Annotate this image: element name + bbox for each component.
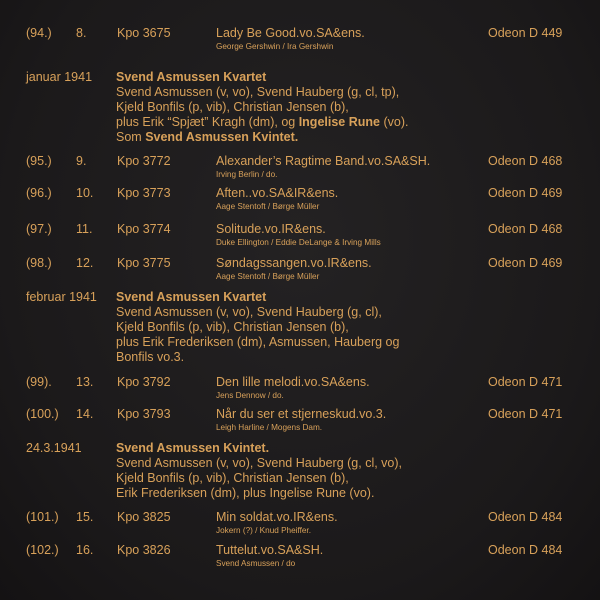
record-label: Odeon D 468 <box>488 222 563 236</box>
composers: Jokern (?) / Knud Pheiffer. <box>216 526 311 535</box>
vocalist-name: Ingelise Rune <box>298 115 380 129</box>
record-label: Odeon D 484 <box>488 543 563 557</box>
personnel-line: Svend Asmussen (v, vo), Svend Hauberg (g, cl, vo), <box>116 456 403 470</box>
session-date: 24.3.1941 <box>26 441 82 455</box>
matrix-number: Kpo 3772 <box>117 154 171 168</box>
track-title: Lady Be Good.vo.SA&ens. <box>216 26 365 40</box>
matrix-number: Kpo 3826 <box>117 543 171 557</box>
track-title: Alexander’s Ragtime Band.vo.SA&SH. <box>216 154 431 168</box>
personnel-line: plus Erik Frederiksen (dm), Asmussen, Hauberg og <box>116 335 400 349</box>
composers: Leigh Harline / Mogens Dam. <box>216 423 323 432</box>
composers: Duke Ellington / Eddie DeLange & Irving Mills <box>216 238 381 247</box>
record-label: Odeon D 484 <box>488 510 563 524</box>
track-title: Tuttelut.vo.SA&SH. <box>216 543 324 557</box>
personnel-line <box>116 115 408 130</box>
band-name: Svend Asmussen Kvintet. <box>116 441 270 455</box>
matrix-number: Kpo 3792 <box>117 375 171 389</box>
matrix-number: Kpo 3773 <box>117 186 171 200</box>
discography-number: (102.) <box>26 543 59 557</box>
discography-number: (94.) <box>26 26 52 40</box>
record-label: Odeon D 468 <box>488 154 563 168</box>
discography-number: (95.) <box>26 154 52 168</box>
record-label: Odeon D 471 <box>488 375 563 389</box>
personnel-line <box>116 130 298 145</box>
personnel-line: Kjeld Bonfils (p, vib), Christian Jensen (b), <box>116 320 349 334</box>
session-date: januar 1941 <box>26 70 93 84</box>
discography-number: (98.) <box>26 256 52 270</box>
track-title: Aften..vo.SA&IR&ens. <box>216 186 339 200</box>
band-name: Svend Asmussen Kvartet <box>116 290 267 304</box>
track-number: 11. <box>76 222 93 236</box>
record-label: Odeon D 469 <box>488 256 563 270</box>
personnel-line: Bonfils vo.3. <box>116 350 185 364</box>
session-date: februar 1941 <box>26 290 97 304</box>
discography-number: (100.) <box>26 407 59 421</box>
track-title: Søndagssangen.vo.IR&ens. <box>216 256 372 270</box>
matrix-number: Kpo 3774 <box>117 222 171 236</box>
composers: George Gershwin / Ira Gershwin <box>216 42 334 51</box>
track-title: Når du ser et stjerneskud.vo.3. <box>216 407 387 421</box>
personnel-line: Svend Asmussen (v, vo), Svend Hauberg (g, cl, tp), <box>116 85 400 99</box>
record-label: Odeon D 449 <box>488 26 563 40</box>
discography-number: (99). <box>26 375 52 389</box>
composers: Svend Asmussen / do <box>216 559 296 568</box>
band-name: Svend Asmussen Kvartet <box>116 70 267 84</box>
track-number: 16. <box>76 543 94 557</box>
personnel-text: plus Erik “Spjæt” Kragh (dm), og <box>116 115 299 129</box>
track-number: 8. <box>76 26 87 40</box>
personnel-line: Erik Frederiksen (dm), plus Ingelise Rune (vo). <box>116 486 375 500</box>
personnel-text: (vo). <box>379 115 409 129</box>
band-name: Svend Asmussen Kvintet. <box>145 130 299 144</box>
discography-number: (96.) <box>26 186 52 200</box>
personnel-text: Som <box>116 130 146 144</box>
matrix-number: Kpo 3793 <box>117 407 171 421</box>
track-number: 12. <box>76 256 94 270</box>
track-number: 14. <box>76 407 94 421</box>
personnel-line: Svend Asmussen (v, vo), Svend Hauberg (g, cl), <box>116 305 382 319</box>
track-number: 15. <box>76 510 94 524</box>
matrix-number: Kpo 3675 <box>117 26 171 40</box>
composers: Jens Dennow / do. <box>216 391 284 400</box>
track-number: 10. <box>76 186 94 200</box>
track-number: 9. <box>76 154 87 168</box>
discography-number: (97.) <box>26 222 52 236</box>
composers: Aage Stentoft / Børge Müller <box>216 272 320 281</box>
track-title: Solitude.vo.IR&ens. <box>216 222 326 236</box>
matrix-number: Kpo 3825 <box>117 510 171 524</box>
composers: Irving Berlin / do. <box>216 170 278 179</box>
track-title: Den lille melodi.vo.SA&ens. <box>216 375 370 389</box>
track-number: 13. <box>76 375 94 389</box>
personnel-line: Kjeld Bonfils (p, vib), Christian Jensen (b), <box>116 100 349 114</box>
discography-number: (101.) <box>26 510 59 524</box>
composers: Aage Stentoft / Børge Müller <box>216 202 320 211</box>
matrix-number: Kpo 3775 <box>117 256 171 270</box>
track-title: Min soldat.vo.IR&ens. <box>216 510 338 524</box>
record-label: Odeon D 469 <box>488 186 563 200</box>
record-label: Odeon D 471 <box>488 407 563 421</box>
personnel-line: Kjeld Bonfils (p, vib), Christian Jensen (b), <box>116 471 349 485</box>
